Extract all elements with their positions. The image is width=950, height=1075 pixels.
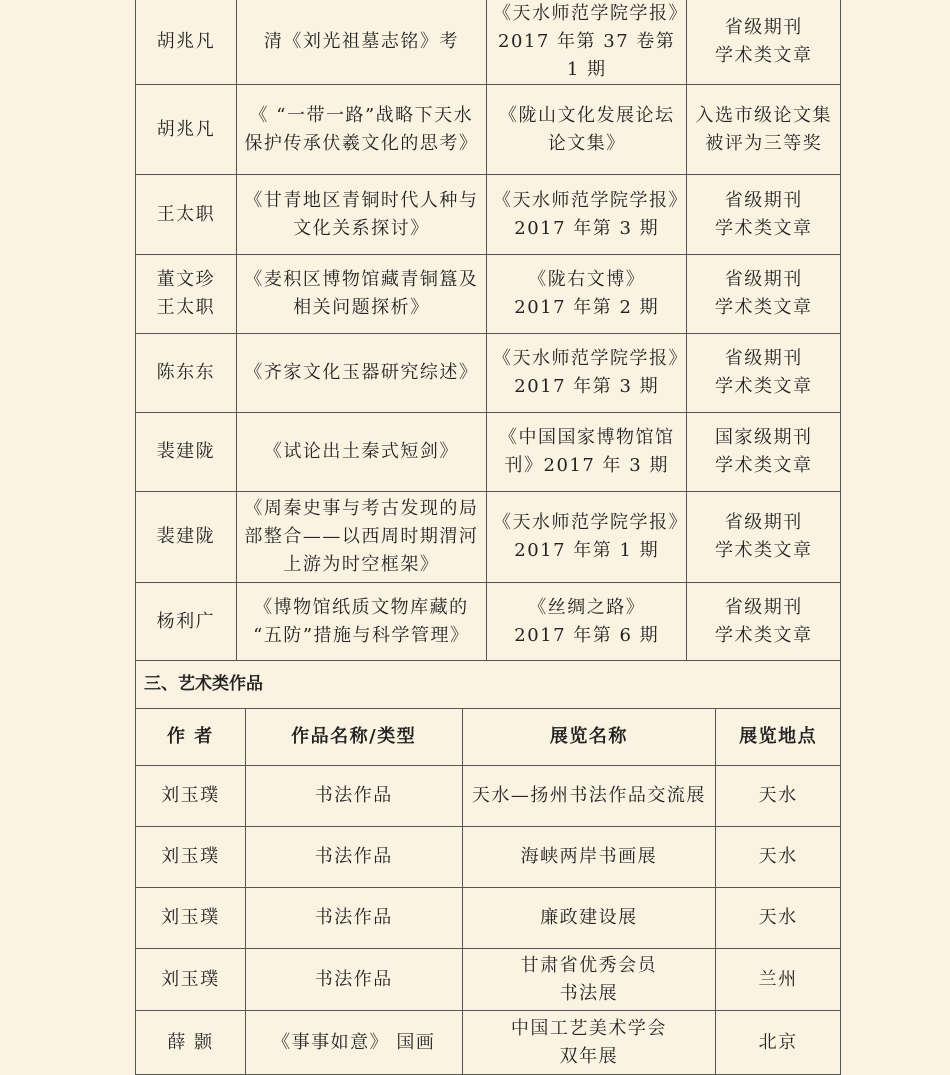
work-place-line: 北京 [758,1031,798,1053]
work-name-line: 书法作品 [314,968,393,990]
paper-title [236,334,486,413]
paper-journal [486,0,686,85]
paper-title-line: 《试论出土秦式短剑》 [263,441,459,462]
paper-journal-line: 2017 年第 6 期 [514,624,660,646]
paper-author-line: 裴建陇 [156,441,216,462]
paper-journal-line: 《天水师范学院学报》 [492,3,688,24]
paper-title-line: 部整合——以西周时期渭河 [244,526,479,547]
paper-level-line: 学术类文章 [714,217,813,239]
paper-author-line: 裴建陇 [156,526,216,547]
work-place [716,766,841,827]
paper-author [136,0,237,85]
work-author-line: 刘玉璞 [161,846,220,867]
header-author: 作 者 [136,709,246,766]
paper-row [136,583,841,661]
paper-journal-line: 2017 年第 2 期 [514,297,660,318]
work-name-line: 书法作品 [314,907,393,928]
paper-journal-line: 《天水师范学院学报》 [492,189,688,211]
paper-author [136,255,237,334]
paper-journal-line: 《天水师范学院学报》 [492,348,688,369]
paper-title-line: 《博物馆纸质文物库藏的 [254,596,469,618]
paper-title [236,255,486,334]
paper-title [236,0,486,85]
paper-title-line: 《 “一带一路”战略下天水 [249,104,474,126]
paper-row [136,0,841,85]
paper-level [687,85,841,175]
work-exhibition [462,1011,716,1075]
paper-title-line: 《甘青地区青铜时代人种与 [244,189,479,211]
paper-journal-line: 2017 年第 1 期 [514,540,660,561]
work-exhibition-line: 书法展 [559,982,619,1004]
paper-journal-line: 《陇山文化发展论坛 [498,104,675,126]
paper-level-line: 省级期刊 [724,348,803,369]
paper-journal [486,175,686,255]
work-author [136,827,246,888]
paper-level-line: 省级期刊 [724,189,803,211]
paper-title-line: 清《刘光祖墓志铭》考 [263,31,459,52]
paper-journal [486,413,686,492]
paper-level-line: 学术类文章 [714,45,813,66]
header-place: 展览地点 [716,709,841,766]
paper-title-line: 保护传承伏羲文化的思考》 [244,132,479,154]
paper-level-line: 学术类文章 [714,624,813,646]
paper-level-line: 学术类文章 [714,540,813,561]
paper-title-line: “五防”措施与科学管理》 [253,624,470,646]
paper-level-line: 入选市级论文集 [695,104,832,126]
work-place-line: 兰州 [758,968,798,990]
paper-journal-line: 《天水师范学院学报》 [492,512,688,533]
work-row [136,766,841,827]
paper-journal-line: 《中国国家博物馆馆 [498,427,675,448]
paper-author [136,175,237,255]
paper-title [236,583,486,661]
work-author-line: 刘玉璞 [161,907,220,928]
work-author-line: 刘玉璞 [161,968,220,990]
paper-author [136,583,237,661]
work-name [245,827,462,888]
paper-journal [486,85,686,175]
paper-journal-line: 2017 年第 3 期 [514,217,660,239]
paper-row [136,85,841,175]
work-author [136,888,246,949]
work-exhibition-line: 甘肃省优秀会员 [520,954,658,976]
work-place [716,1011,841,1075]
paper-level-line: 被评为三等奖 [705,132,823,154]
work-exhibition [462,827,716,888]
work-exhibition [462,766,716,827]
paper-author [136,85,237,175]
works-table [135,708,841,1075]
paper-author [136,334,237,413]
work-exhibition-line: 天水—扬州书法作品交流展 [471,785,706,806]
paper-row [136,492,841,583]
work-row [136,827,841,888]
paper-title-line: 相关问题探析》 [293,297,430,318]
paper-level [687,334,841,413]
work-place-line: 天水 [758,907,798,928]
paper-journal-line: 刊》2017 年 3 期 [504,455,669,476]
work-place [716,888,841,949]
paper-author-line: 胡兆凡 [156,118,216,140]
paper-level [687,583,841,661]
paper-level [687,175,841,255]
paper-journal [486,492,686,583]
paper-title-line: 文化关系探讨》 [293,217,430,239]
paper-level [687,492,841,583]
paper-title-line: 上游为时空框架》 [283,554,440,575]
paper-author-line: 胡兆凡 [156,31,216,52]
paper-level-line: 省级期刊 [724,269,803,290]
paper-level-line: 省级期刊 [724,512,803,533]
paper-journal [486,334,686,413]
work-author-line: 刘玉璞 [161,785,220,806]
paper-row [136,334,841,413]
paper-journal-line: 《陇右文博》 [528,269,646,290]
work-place [716,827,841,888]
paper-level-line: 学术类文章 [714,376,813,397]
paper-level-line: 学术类文章 [714,297,813,318]
paper-journal-line: 2017 年第 37 卷第 1 期 [498,31,676,80]
work-name [245,766,462,827]
paper-level-line: 国家级期刊 [714,427,813,448]
paper-journal-line: 2017 年第 3 期 [514,376,660,397]
paper-level-line: 省级期刊 [724,596,803,618]
work-row [136,949,841,1011]
paper-level-line: 学术类文章 [714,455,813,476]
paper-level [687,0,841,85]
paper-title [236,175,486,255]
paper-title [236,413,486,492]
work-name [245,949,462,1011]
paper-title-line: 《麦积区博物馆藏青铜簋及 [244,269,479,290]
section-title: 三、艺术类作品 [135,660,841,708]
paper-journal [486,255,686,334]
work-exhibition-line: 中国工艺美术学会 [510,1017,667,1039]
paper-title [236,492,486,583]
work-row [136,888,841,949]
work-exhibition-line: 双年展 [559,1045,619,1067]
work-place [716,949,841,1011]
paper-row [136,175,841,255]
paper-level [687,413,841,492]
work-name [245,1011,462,1075]
work-name-line: 书法作品 [314,785,393,806]
paper-title-line: 《周秦史事与考古发现的局 [244,498,479,519]
paper-level-line: 省级期刊 [724,17,803,38]
paper-author-line: 杨利广 [156,610,216,632]
work-exhibition-line: 海峡两岸书画展 [520,846,658,867]
work-author [136,1011,246,1075]
work-place-line: 天水 [758,785,798,806]
paper-author-line: 王太职 [156,297,216,318]
paper-author [136,492,237,583]
header-exhibition: 展览名称 [462,709,716,766]
paper-journal-line: 论文集》 [547,132,626,154]
papers-table-body [136,0,841,661]
work-name-line: 书法作品 [314,846,393,867]
work-exhibition [462,949,716,1011]
work-place-line: 天水 [758,846,798,867]
work-exhibition-line: 廉政建设展 [540,907,638,928]
paper-author-line: 王太职 [156,203,216,225]
paper-author-line: 董文珍 [156,269,216,290]
papers-table [135,0,841,661]
works-table-body [136,766,841,1075]
work-name [245,888,462,949]
work-name-line: 《事事如意》 国画 [272,1031,436,1053]
work-author [136,766,246,827]
paper-row [136,413,841,492]
header-work: 作品名称/类型 [245,709,462,766]
work-author [136,949,246,1011]
paper-journal [486,583,686,661]
work-author-line: 薛 颢 [167,1031,214,1053]
paper-row [136,255,841,334]
paper-title [236,85,486,175]
paper-author-line: 陈东东 [156,362,216,383]
work-row [136,1011,841,1075]
paper-title-line: 《齐家文化玉器研究综述》 [244,362,479,383]
paper-journal-line: 《丝绸之路》 [528,596,646,618]
works-header-row [136,709,841,766]
paper-level [687,255,841,334]
paper-author [136,413,237,492]
work-exhibition [462,888,716,949]
